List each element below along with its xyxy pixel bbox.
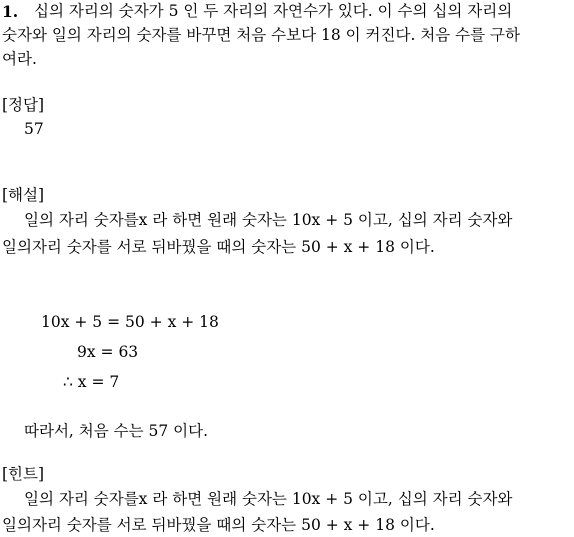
answer-value: 57 xyxy=(24,120,44,138)
hint-line-1: 일의 자리 숫자를x 라 하면 원래 숫자는 10x + 5 이고, 십의 자리 숫자와 xyxy=(24,490,513,508)
explanation-line-1: 일의 자리 숫자를x 라 하면 원래 숫자는 10x + 5 이고, 십의 자리 숫자와 xyxy=(24,211,513,229)
equation-1: 10x + 5 = 50 + x + 18 xyxy=(41,313,219,331)
equation-2: 9x = 63 xyxy=(77,343,139,361)
problem-text-line-3: 여라. xyxy=(2,50,37,68)
explanation-line-2: 일의자리 숫자를 서로 뒤바꿨을 때의 숫자는 50 + x + 18 이다. xyxy=(2,238,435,256)
problem-number: 1. xyxy=(2,2,19,21)
explanation-conclusion: 따라서, 처음 수는 57 이다. xyxy=(24,422,209,440)
answer-label: [정답] xyxy=(2,96,45,114)
hint-line-2: 일의자리 숫자를 서로 뒤바꿨을 때의 숫자는 50 + x + 18 이다. xyxy=(2,516,435,534)
problem-text-line-2: 숫자와 일의 자리의 숫자를 바꾸면 처음 수보다 18 이 커진다. 처음 수를 구하 xyxy=(2,26,520,44)
problem-text-line-1: 십의 자리의 숫자가 5 인 두 자리의 자연수가 있다. 이 수의 십의 자리의 xyxy=(34,2,513,20)
hint-label: [힌트] xyxy=(2,465,45,483)
equation-3: ∴ x = 7 xyxy=(63,373,120,391)
explanation-label: [해설] xyxy=(2,186,45,204)
